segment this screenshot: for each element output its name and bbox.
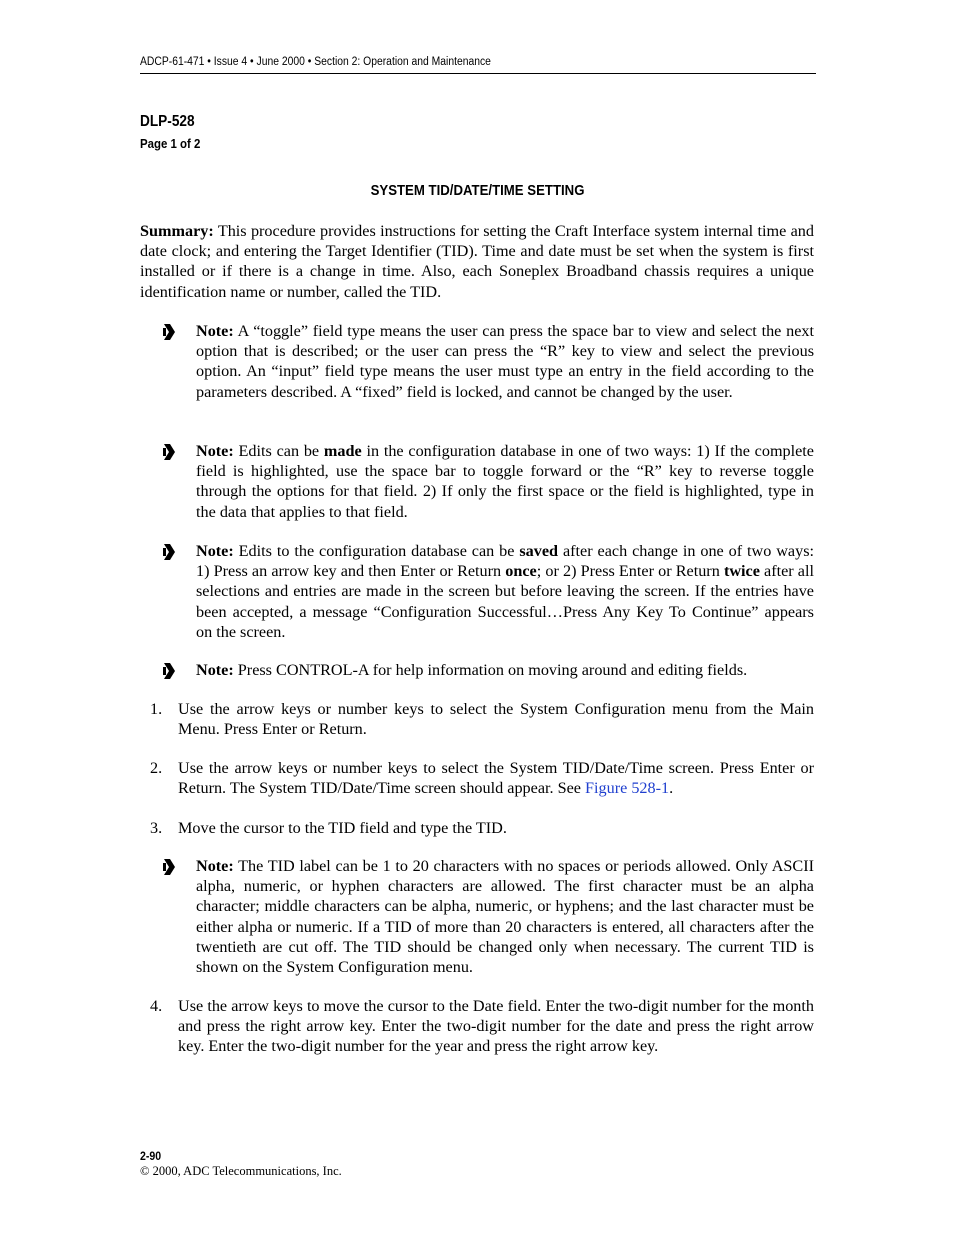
copyright: © 2000, ADC Telecommunications, Inc. xyxy=(140,1164,342,1178)
step-2 xyxy=(178,758,814,798)
note-text: The TID label can be 1 to 20 characters with no spaces or periods allowed. Only ASCII alpha, numeric, or hyphen characters are allowed. The first character must be an alpha character; middle characters can be alpha, numeric, or hyphens; and the last character must be either alpha or numeric. If a TID of more than 20 characters is entered, all characters after the twentieth are cut off. The TID should be changed only when necessary. The current TID is shown on the System Configuration menu. xyxy=(196,857,814,977)
step-text: Move the cursor to the TID field and type the TID. xyxy=(178,819,507,837)
note-label: Note: xyxy=(196,542,234,560)
note-label: Note: xyxy=(196,442,234,460)
running-header: ADCP-61-471 • Issue 4 • June 2000 • Section 2: Operation and Maintenance xyxy=(140,56,491,68)
step-text: . xyxy=(669,779,674,798)
note-label: Note: xyxy=(196,661,234,679)
summary-text: This procedure provides instructions for setting the Craft Interface system internal time and date clock; and entering the Target Identifier (TID). Time and date must be set when the system is first installed or if there is a change in time. Also, each Soneplex Broadband chassis requires a unique identification name or number, called the TID. xyxy=(140,222,814,301)
arrow-right-icon xyxy=(162,323,176,341)
note-5 xyxy=(196,856,814,977)
note-text: Edits to the configuration database can be xyxy=(233,542,520,560)
step-number: 4. xyxy=(150,997,163,1015)
note-label: Note: xyxy=(196,857,234,875)
note-text: Edits can be xyxy=(233,442,324,460)
arrow-right-icon xyxy=(162,443,176,461)
step-3 xyxy=(178,818,814,838)
arrow-right-icon xyxy=(162,543,176,561)
note-emphasis: made xyxy=(323,442,362,460)
step-number: 1. xyxy=(150,700,163,718)
note-emphasis: twice xyxy=(723,562,760,581)
arrow-right-icon xyxy=(162,858,176,876)
step-number: 2. xyxy=(150,759,163,777)
note-text: A “toggle” field type means the user can press the space bar to view and select the next option that is described; or the user can press the “R” key to view and select the previous option. An “input” field type means the user must type an entry in the field according to the parameters described. A “fixed” field is locked, and cannot be changed by the user. xyxy=(196,322,814,401)
dlp-page-count: Page 1 of 2 xyxy=(140,136,201,151)
step-number: 3. xyxy=(150,819,163,837)
summary-paragraph xyxy=(140,221,814,302)
note-emphasis: once xyxy=(505,562,537,581)
note-3 xyxy=(196,541,814,642)
dlp-number: DLP-528 xyxy=(140,113,195,130)
note-emphasis: saved xyxy=(519,542,559,560)
page-title-text: SYSTEM TID/DATE/TIME SETTING xyxy=(371,182,585,199)
step-text: Use the arrow keys or number keys to select the System Configuration menu from the Main Menu. Press Enter or Return. xyxy=(178,700,814,739)
step-4 xyxy=(178,996,814,1057)
header-rule xyxy=(140,73,816,74)
arrow-right-icon xyxy=(162,662,176,680)
note-2 xyxy=(196,441,814,522)
note-text: ; or 2) Press Enter or Return xyxy=(536,562,724,581)
note-label: Note: xyxy=(196,322,234,340)
note-text: Press CONTROL-A for help information on moving around and editing fields. xyxy=(233,661,748,679)
page-number: 2-90 xyxy=(140,1149,162,1163)
page-title xyxy=(140,182,816,199)
step-1 xyxy=(178,699,814,739)
step-text: Use the arrow keys to move the cursor to the Date field. Enter the two-digit number for the month and press the right arrow key. Enter the two-digit number for the date and press the right arrow key. Enter the two-digit number for the year and press the right arrow key. xyxy=(178,997,814,1056)
step-text: Use the arrow keys or number keys to select the System TID/Date/Time screen. Press Enter or Return. The System TID/Date/Time screen should appear. See xyxy=(178,759,814,798)
note-text: after all selections and entries are made in the screen but before leaving the screen. If the entries have been accepted, a message “Configuration Successful…Press Any Key To Continue” appears on the screen. xyxy=(196,562,814,641)
figure-link[interactable]: Figure 528-1 xyxy=(585,779,670,798)
summary-label: Summary: xyxy=(140,222,214,240)
note-4 xyxy=(196,660,814,680)
note-1 xyxy=(196,321,814,402)
note-text: in the configuration database in one of two ways: 1) If the complete field is highlighted, use the space bar to toggle forward or the “R” key to reverse toggle through the options for that field. 2) If only the first space or the field is highlighted, type in the data that applies to that field. xyxy=(196,442,814,521)
note-text: after each change in one of two ways: 1) Press an arrow key and then Enter or Return xyxy=(196,542,814,581)
